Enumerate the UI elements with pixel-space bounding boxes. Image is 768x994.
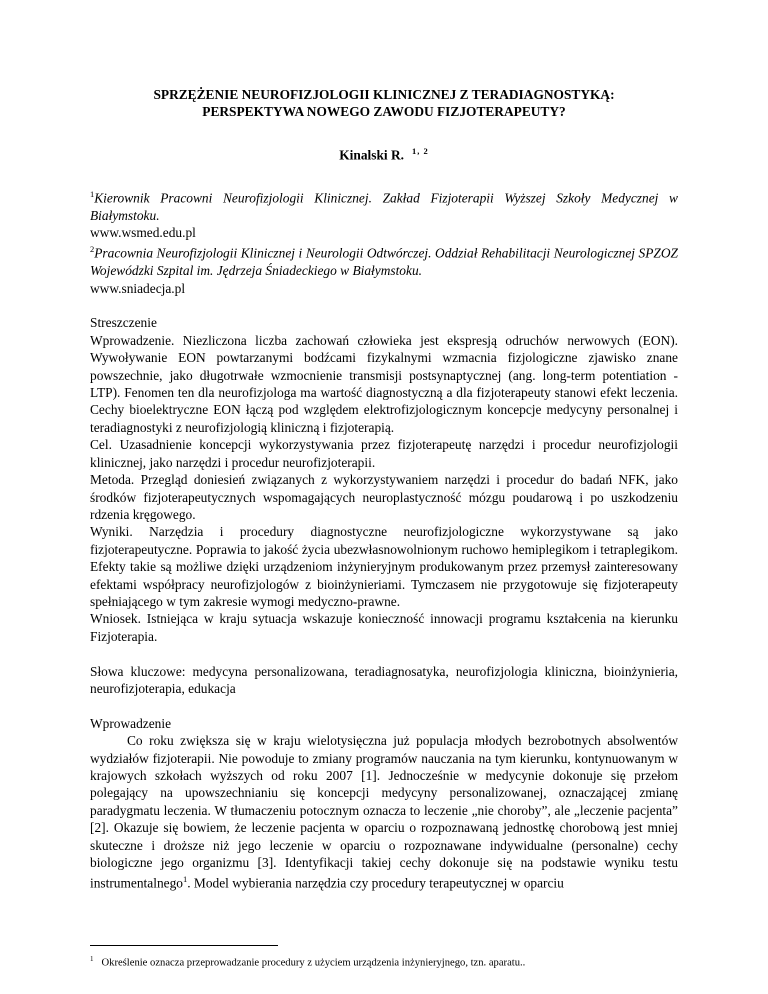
abstract-heading: Streszczenie <box>90 315 157 331</box>
author-name: Kinalski R. <box>339 147 404 163</box>
title-line-2: PERSPEKTYWA NOWEGO ZAWODU FIZJOTERAPEUTY? <box>202 104 566 120</box>
author <box>90 143 678 164</box>
footnote-reference[interactable]: 1 <box>182 874 188 885</box>
introduction-section <box>90 715 678 893</box>
keywords: Słowa kluczowe: medycyna personalizowana, teradiagnosatyka, neurofizjologia kliniczna, bioinżynieria, neurofizjoterapia, edukacja <box>90 663 678 696</box>
affiliation-2 <box>90 241 678 279</box>
introduction-text: Co roku zwiększa się w kraju wielotysięczna już populacja młodych bezrobotnych absolwentów wydziałów fizjoterapii. Nie powoduje to zmiany programów nauczania na tym kierunku, kontynuowanym w krajowych szkołach wyższych od roku 2007 [1]. Jednocześnie w medycynie dokonuje się przełom polegający na upowszechnianiu się koncepcji medycyny personalizowanej, oznaczającej zmianę paradygmatu leczenia. W tłumaczeniu potocznym oznacza to leczenie „nie choroby”, ale „leczenie pacjenta” [2]. Okazuje się bowiem, że leczenie pacjenta w oparciu o rozpoznawaną jednostkę chorobową jest mniej skuteczne i droższe niż jego leczenie w oparciu o rozpoznawane indywidualne (personalne) cechy biologiczne jego organizmu [3]. Identyfikacji takiej cechy dokonuje się na podstawie wyniku testu instrumentalnego <box>90 733 678 891</box>
author-affiliation-marks: 1, 2 <box>412 145 429 156</box>
introduction-text-continued: . Model wybierania narzędzia czy procedury terapeutycznej w oparciu <box>187 875 564 891</box>
abstract-results: Wyniki. Narzędzia i procedury diagnostyczne neurofizjologiczne wykorzystywane są jako fizjoterapeutyczne. Poprawia to jakość życia ubezwłasnowolnionym ruchowo hemiplegikom i tetraplegikom. Efekty takie są możliwe dzięki urządzeniom inżynieryjnym produkowanym przez przemysł zainteresowany efektami współpracy neurofizjologów z bioinżynieriami. Tymczasem nie przygotowuje się fizjoterapeuty spełniającego w tym zakresie wymogi medyczno-prawne. <box>90 524 678 609</box>
affiliation-2-text: Pracownia Neurofizjologii Klinicznej i Neurologii Odtwórczej. Oddział Rehabilitacji Neurologicznej SPZOZ Wojewódzki Szpital im. Jędrzeja Śniadeckiego w Białymstoku. <box>90 245 678 279</box>
affiliation-1-mark: 1 <box>90 188 95 199</box>
footnote-number: 1 <box>90 955 94 963</box>
introduction-paragraph <box>90 732 678 892</box>
footnote <box>90 952 690 971</box>
affiliations <box>90 186 678 297</box>
footnote-text: Określenie oznacza przeprowadzanie procedury z użyciem urządzenia inżynieryjnego, tzn. aparatu.. <box>101 957 526 969</box>
affiliation-2-url[interactable]: www.sniadecja.pl <box>90 280 186 296</box>
abstract-aim: Cel. Uzasadnienie koncepcji wykorzystywania przez fizjoterapeutę narzędzi i procedur neurofizjologii klinicznej, jako narzędzi i procedur neurofizjoterapii. <box>90 437 678 470</box>
affiliation-1-url[interactable]: www.wsmed.edu.pl <box>90 224 196 240</box>
footnote-divider <box>90 945 278 946</box>
affiliation-2-mark: 2 <box>90 244 95 255</box>
introduction-heading: Wprowadzenie <box>90 715 172 731</box>
abstract <box>90 314 678 645</box>
title-line-1: SPRZĘŻENIE NEUROFIZJOLOGII KLINICZNEJ Z TERADIAGNOSTYKĄ: <box>153 87 615 102</box>
abstract-conclusion: Wniosek. Istniejąca w kraju sytuacja wskazuje konieczność innowacji programu kształcenia na kierunku Fizjoterapia. <box>90 611 678 644</box>
affiliation-1 <box>90 186 678 224</box>
abstract-intro: Wprowadzenie. Niezliczona liczba zachowań człowieka jest ekspresją odruchów nerwowych (EON). Wywoływanie EON powtarzanymi bodźcami fizykalnymi wzmacnia fizjologiczne zjawisko znane powszechnie, jako długotrwałe wzmocnienie transmisji postsynaptycznej (ang. long-term potentiation - LTP). Fenomen ten dla neurofizjologa ma wartość diagnostyczną a dla fizjoterapeuty stanowi efekt leczenia. Cechy bioelektryczne EON łączą pod względem elektrofizjologicznym koncepcje medycyny personalnej i teradiagnostyki z neurofizjologią kliniczną i fizjoterapią. <box>90 332 678 435</box>
abstract-method: Metoda. Przegląd doniesień związanych z wykorzystywaniem narzędzi i procedur do badań NFK, jako środków fizjoterapeutycznych wspomagających neuroplastyczność mózgu poudarową i po uszkodzeniu rdzenia kręgowego. <box>90 472 678 522</box>
affiliation-1-text: Kierownik Pracowni Neurofizjologii Klinicznej. Zakład Fizjoterapii Wyższej Szkoły Medycznej w Białymstoku. <box>90 190 678 223</box>
paper-page <box>90 86 678 892</box>
